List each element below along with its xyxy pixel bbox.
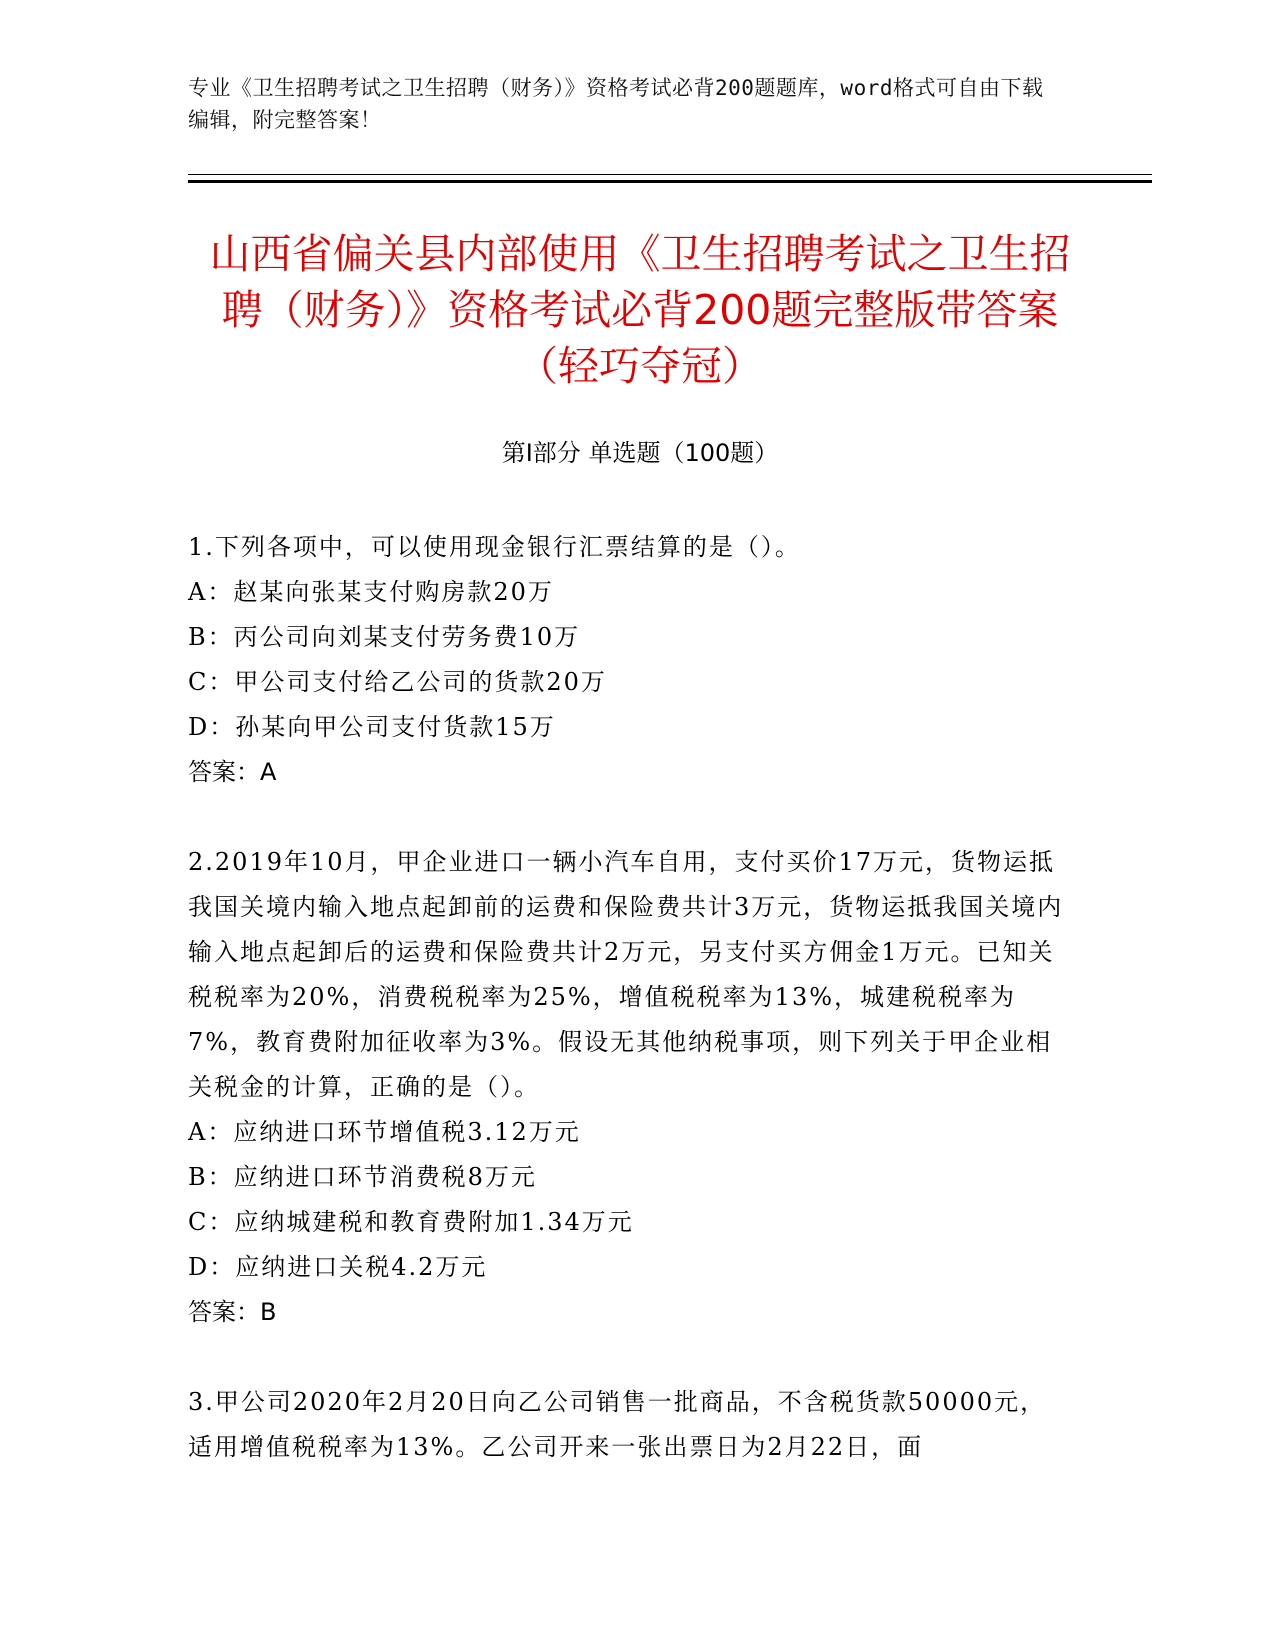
- question-2: [188, 840, 1068, 1335]
- question-3: [188, 1380, 1068, 1470]
- option-a: A：赵某向张某支付购房款20万: [188, 578, 554, 606]
- option-c: C：甲公司支付给乙公司的货款20万: [188, 668, 607, 696]
- header-divider-thin: [188, 174, 1152, 175]
- option-a: A：应纳进口环节增值税3.12万元: [188, 1118, 581, 1146]
- section-title: 第Ⅰ部分 单选题（100题）: [501, 439, 779, 467]
- option-d: D：应纳进口关税4.2万元: [188, 1253, 488, 1281]
- question-stem: 3.甲公司2020年2月20日向乙公司销售一批商品，不含税货款50000元，适用增值税税率为13%。乙公司开来一张出票日为2月22日，面: [188, 1388, 1047, 1461]
- header-divider-thick: [188, 180, 1152, 183]
- question-1: [188, 525, 1068, 795]
- option-b: B：丙公司向刘某支付劳务费10万: [188, 623, 581, 651]
- answer: 答案：A: [188, 758, 277, 786]
- option-b: B：应纳进口环节消费税8万元: [188, 1163, 537, 1191]
- answer: 答案：B: [188, 1298, 277, 1326]
- option-d: D：孙某向甲公司支付货款15万: [188, 713, 556, 741]
- question-stem: 1.下列各项中，可以使用现金银行汇票结算的是（）。: [188, 533, 801, 561]
- document-title: 山西省偏关县内部使用《卫生招聘考试之卫生招聘（财务）》资格考试必背200题完整版带答案（轻巧夺冠）: [209, 230, 1071, 390]
- header-note: 专业《卫生招聘考试之卫生招聘（财务）》资格考试必背200题题库，word格式可自由下载编辑，附完整答案！: [188, 76, 1044, 132]
- question-stem: 2.2019年10月，甲企业进口一辆小汽车自用，支付买价17万元，货物运抵我国关境内输入地点起卸前的运费和保险费共计3万元，货物运抵我国关境内输入地点起卸后的运费和保险费共计2万元，另支付买方佣金1万元。已知关税税率为20%，消费税税率为25%，增值税税率为13%，城建税税率为7%，教育费附加征收率为3%。假设无其他纳税事项，则下列关于甲企业相关税金的计算，正确的是（）。: [188, 848, 1064, 1101]
- question-list: [188, 525, 1068, 1515]
- option-c: C：应纳城建税和教育费附加1.34万元: [188, 1208, 634, 1236]
